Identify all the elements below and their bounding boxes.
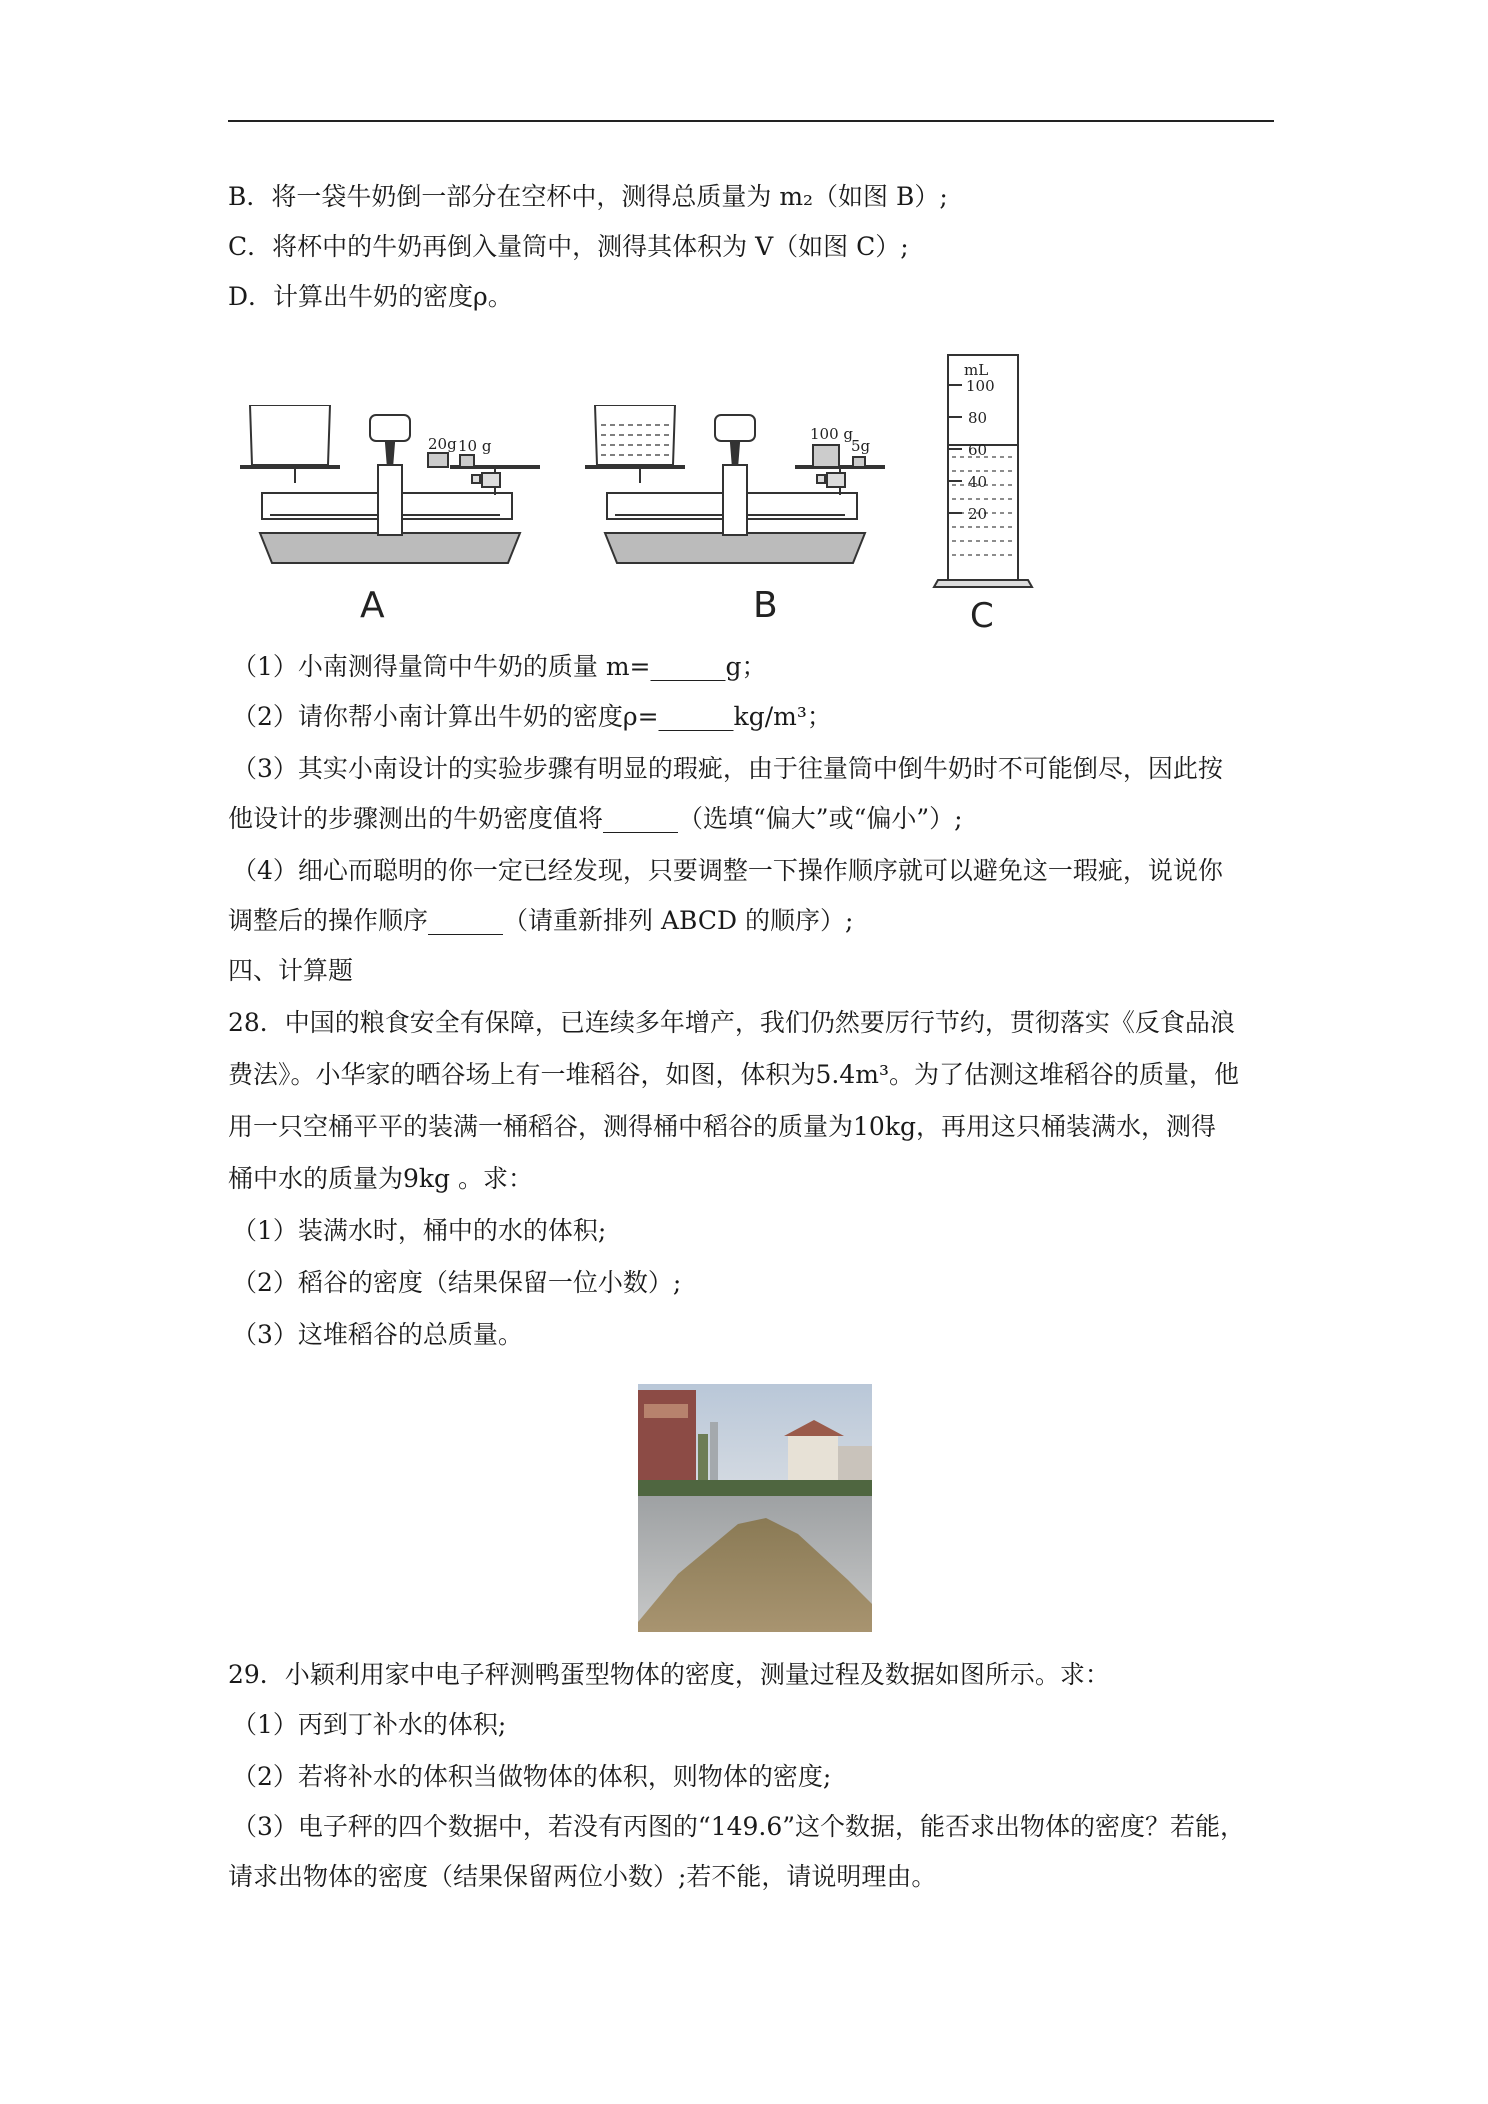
- step-d: D．计算出牛奶的密度ρ。: [228, 282, 513, 311]
- problem-28-line-1: 28．中国的粮食安全有保障，已连续多年增产，我们仍然要厉行节约，贯彻落实《反食品浪: [228, 1008, 1235, 1037]
- figure-label-a: A: [360, 585, 385, 620]
- figure-label-b: B: [753, 585, 778, 620]
- problem-28-question-3: （3）这堆稻谷的总质量。: [232, 1320, 523, 1349]
- step-c: C．将杯中的牛奶再倒入量筒中，测得其体积为 V（如图 C）;: [228, 232, 909, 261]
- weight-label-a1: 20g: [428, 435, 457, 453]
- problem-29-question-3-line-1: （3）电子秤的四个数据中，若没有丙图的“149.6”这个数据，能否求出物体的密度？若能，: [232, 1812, 1246, 1841]
- problem-28-line-3: 用一只空桶平平的装满一桶稻谷，测得桶中稻谷的质量为10kg，再用这只桶装满水，测得: [228, 1112, 1216, 1141]
- problem-29-question-3-line-2: 请求出物体的密度（结果保留两位小数）;若不能，请说明理由。: [228, 1862, 937, 1891]
- question-4-line-2: 调整后的操作顺序______（请重新排列 ABCD 的顺序）;: [228, 906, 854, 935]
- problem-28-line-4: 桶中水的质量为9kg 。求：: [228, 1164, 534, 1193]
- problem-28-question-1: （1）装满水时，桶中的水的体积;: [232, 1216, 607, 1245]
- problem-29-question-1: （1）丙到丁补水的体积;: [232, 1710, 507, 1739]
- question-3-line-1: （3）其实小南设计的实验步骤有明显的瑕疵，由于往量筒中倒牛奶时不可能倒尽，因此按: [232, 754, 1223, 783]
- weight-label-a2: 10 g: [458, 437, 492, 455]
- cylinder-tick-40: 40: [968, 473, 988, 491]
- cylinder-tick-100: 100: [966, 377, 995, 395]
- cylinder-figure-c: [930, 345, 1045, 635]
- question-3-line-2: 他设计的步骤测出的牛奶密度值将______（选填“偏大”或“偏小”）;: [228, 804, 963, 833]
- balance-figure-b: [585, 405, 885, 620]
- question-2: （2）请你帮小南计算出牛奶的密度ρ=______kg/m³；: [232, 702, 832, 731]
- header-rule: [228, 120, 1274, 122]
- section-heading: 四、计算题: [228, 956, 354, 985]
- step-b: B．将一袋牛奶倒一部分在空杯中，测得总质量为 m₂（如图 B）;: [228, 182, 948, 211]
- question-1: （1）小南测得量筒中牛奶的质量 m=______g；: [232, 652, 767, 681]
- balance-figure-a: [240, 405, 540, 620]
- problem-29: 29．小颖利用家中电子秤测鸭蛋型物体的密度，测量过程及数据如图所示。求：: [228, 1660, 1110, 1689]
- cylinder-tick-80: 80: [968, 409, 988, 427]
- grain-pile-photo: [638, 1384, 872, 1632]
- problem-29-question-2: （2）若将补水的体积当做物体的体积，则物体的密度;: [232, 1762, 832, 1791]
- cylinder-tick-60: 60: [968, 441, 988, 459]
- cylinder-tick-20: 20: [968, 505, 988, 523]
- weight-label-b2: 5g: [851, 437, 871, 455]
- question-4-line-1: （4）细心而聪明的你一定已经发现，只要调整一下操作顺序就可以避免这一瑕疵，说说你: [232, 856, 1223, 885]
- problem-28-line-2: 费法》。小华家的晒谷场上有一堆稻谷，如图，体积为5.4m³。为了估测这堆稻谷的质量，他: [228, 1060, 1239, 1089]
- cylinder-unit: mL: [964, 361, 989, 379]
- figure-label-c: C: [970, 596, 994, 635]
- problem-28-question-2: （2）稻谷的密度（结果保留一位小数）;: [232, 1268, 682, 1297]
- weight-label-b1: 100 g: [810, 425, 854, 443]
